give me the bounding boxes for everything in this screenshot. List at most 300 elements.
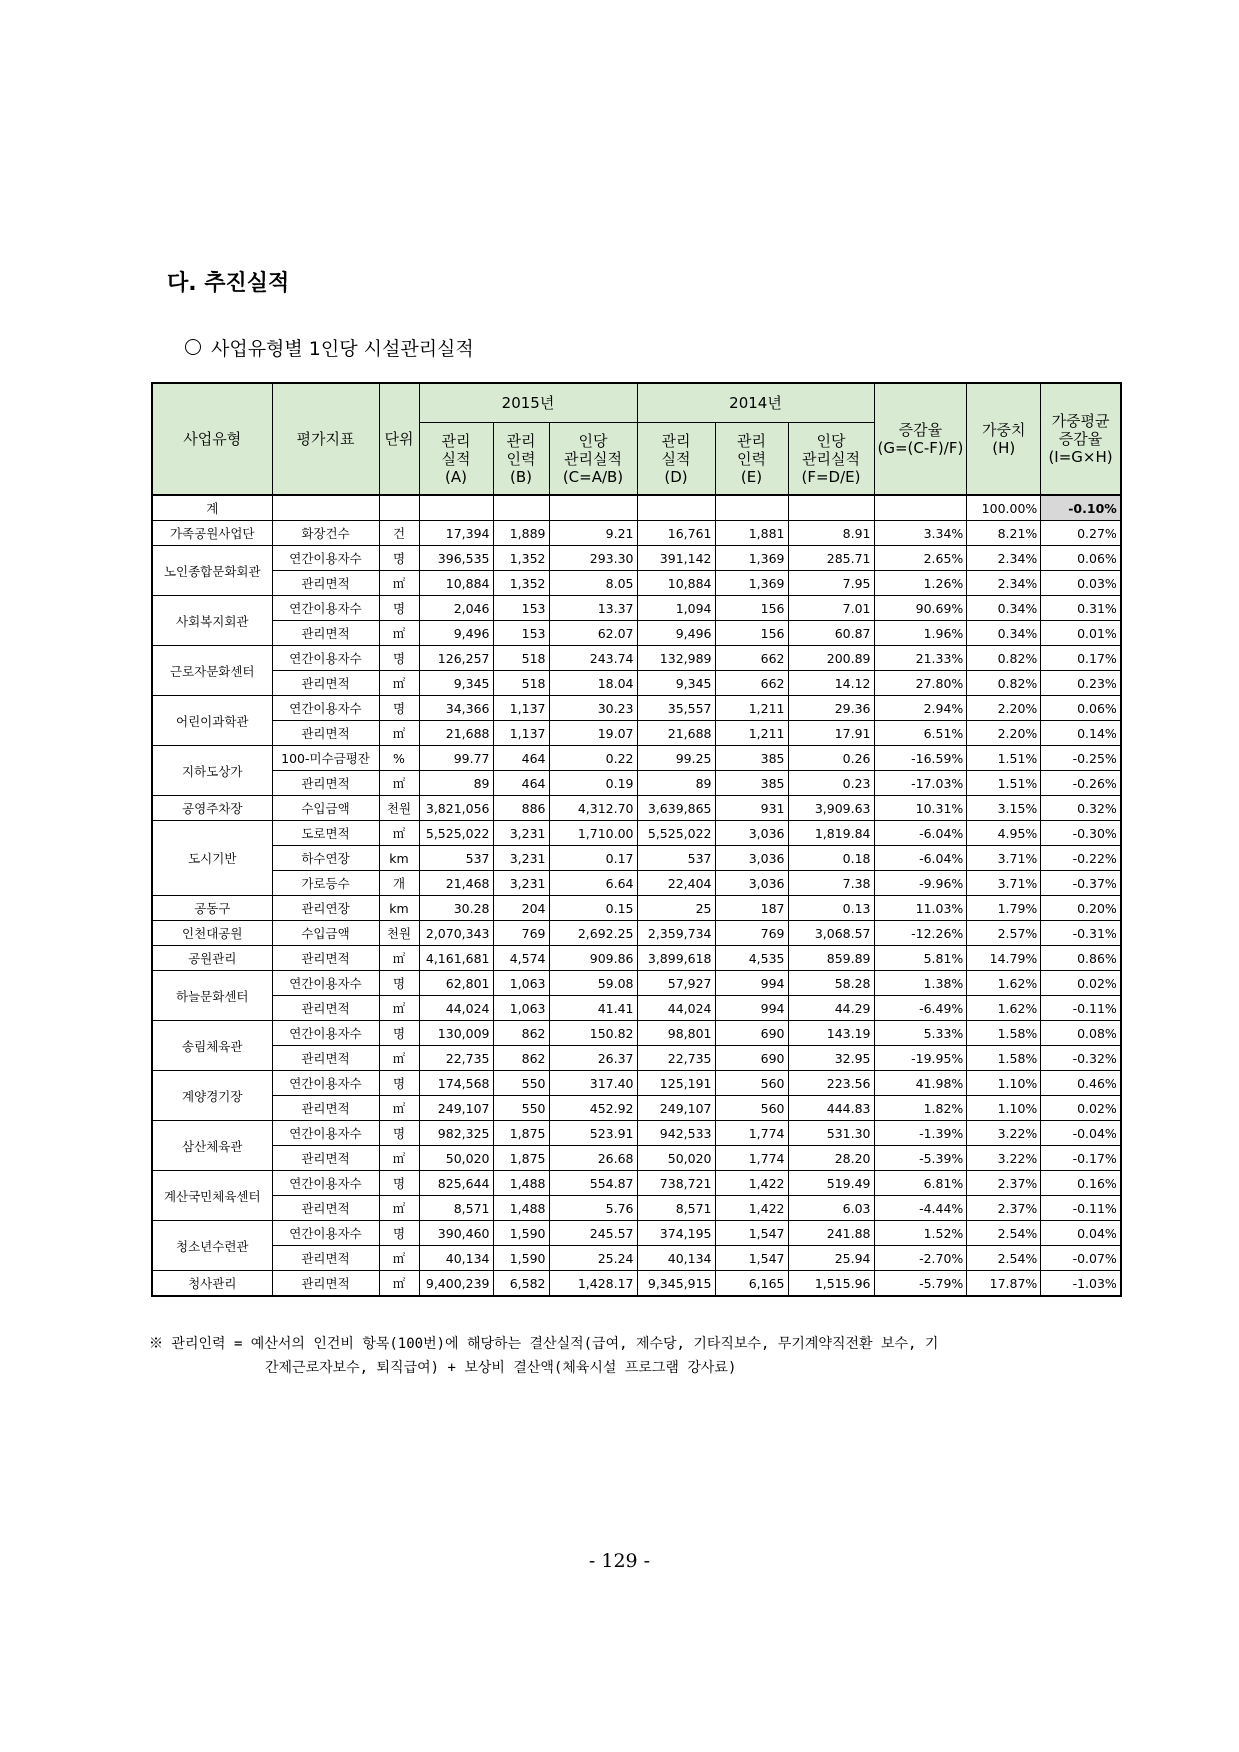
- business-type: 계양경기장: [152, 1071, 272, 1121]
- cell-unit: 명: [379, 546, 419, 571]
- cell-b: 1,875: [493, 1146, 549, 1171]
- cell-g: 90.69%: [874, 596, 967, 621]
- cell-d: 9,496: [637, 621, 715, 646]
- header-e-line: 관리: [737, 431, 766, 450]
- table-row: [152, 1096, 1121, 1121]
- cell-h: 2.37%: [967, 1171, 1041, 1196]
- header-2015: 2015년: [419, 383, 637, 423]
- cell-i: 0.02%: [1041, 971, 1121, 996]
- cell-e: 662: [715, 646, 788, 671]
- cell-d: 25: [637, 896, 715, 921]
- cell-h: 2.20%: [967, 696, 1041, 721]
- business-type: 계산국민체육센터: [152, 1171, 272, 1221]
- cell-unit: ㎡: [379, 821, 419, 846]
- cell-c: 317.40: [549, 1071, 637, 1096]
- header-c-line: (C=A/B): [562, 467, 624, 486]
- cell-a: 5,525,022: [419, 821, 493, 846]
- cell-d: 125,191: [637, 1071, 715, 1096]
- cell-unit: ㎡: [379, 1046, 419, 1071]
- cell-c: 2,692.25: [549, 921, 637, 946]
- cell-d: 3,899,618: [637, 946, 715, 971]
- cell-g: -6.04%: [874, 821, 967, 846]
- cell-d: 89: [637, 771, 715, 796]
- cell-h: 2.54%: [967, 1246, 1041, 1271]
- header-type: 사업유형: [152, 383, 272, 495]
- cell-metric: 관리면적: [272, 1146, 379, 1171]
- cell-metric: 관리면적: [272, 671, 379, 696]
- cell-a: 10,884: [419, 571, 493, 596]
- total-label: 계: [152, 495, 272, 521]
- header-a-line: 관리: [441, 431, 471, 450]
- business-type: 청소년수련관: [152, 1221, 272, 1271]
- cell-metric: 관리면적: [272, 771, 379, 796]
- header-change-rate-line: 증감율: [898, 421, 943, 439]
- cell-f: 3,909.63: [788, 796, 874, 821]
- cell-f: 8.91: [788, 521, 874, 546]
- cell-b: 550: [493, 1071, 549, 1096]
- cell-metric: 관리면적: [272, 571, 379, 596]
- cell-a: 537: [419, 846, 493, 871]
- cell-f: 285.71: [788, 546, 874, 571]
- cell-f: 6.03: [788, 1196, 874, 1221]
- business-type: 근로자문화센터: [152, 646, 272, 696]
- cell-a: 21,688: [419, 721, 493, 746]
- cell-i: 0.03%: [1041, 571, 1121, 596]
- cell-g: 5.33%: [874, 1021, 967, 1046]
- cell-f: 0.26: [788, 746, 874, 771]
- cell-h: 3.22%: [967, 1121, 1041, 1146]
- cell-f: 519.49: [788, 1171, 874, 1196]
- cell-i: -0.07%: [1041, 1246, 1121, 1271]
- cell-e: 1,422: [715, 1171, 788, 1196]
- cell-b: 3,231: [493, 821, 549, 846]
- cell-metric: 연간이용자수: [272, 1221, 379, 1246]
- table-row: [152, 1246, 1121, 1271]
- cell-e: 662: [715, 671, 788, 696]
- business-type: 지하도상가: [152, 746, 272, 796]
- cell-f: 29.36: [788, 696, 874, 721]
- cell-i: 0.31%: [1041, 596, 1121, 621]
- cell-e: 994: [715, 996, 788, 1021]
- table-row: [152, 521, 1121, 546]
- cell-e: 1,369: [715, 546, 788, 571]
- cell-b: 1,352: [493, 546, 549, 571]
- cell-f: 17.91: [788, 721, 874, 746]
- cell-metric: 도로면적: [272, 821, 379, 846]
- cell-i: 0.06%: [1041, 696, 1121, 721]
- cell-unit: ㎡: [379, 671, 419, 696]
- cell-i: 0.32%: [1041, 796, 1121, 821]
- table-row: [152, 696, 1121, 721]
- cell-unit: 명: [379, 646, 419, 671]
- cell-i: -0.31%: [1041, 921, 1121, 946]
- header-c-line: 관리실적: [564, 449, 622, 468]
- cell-b: 464: [493, 746, 549, 771]
- header-weighted-change-line: (I=G×H): [1048, 448, 1113, 466]
- cell-a: 2,046: [419, 596, 493, 621]
- header-b-line: (B): [510, 467, 532, 486]
- cell-i: -0.25%: [1041, 746, 1121, 771]
- cell-g: 2.94%: [874, 696, 967, 721]
- cell-unit: ㎡: [379, 621, 419, 646]
- cell-g: -6.49%: [874, 996, 967, 1021]
- header-d-line: 실적: [661, 449, 691, 468]
- cell-c: 150.82: [549, 1021, 637, 1046]
- cell-e: 690: [715, 1021, 788, 1046]
- cell-g: 2.65%: [874, 546, 967, 571]
- cell-unit: ㎡: [379, 946, 419, 971]
- cell-unit: ㎡: [379, 721, 419, 746]
- cell-g: 10.31%: [874, 796, 967, 821]
- business-type: 하늘문화센터: [152, 971, 272, 1021]
- cell-a: 30.28: [419, 896, 493, 921]
- header-unit: 단위: [379, 383, 419, 495]
- table-row: [152, 721, 1121, 746]
- header-metric: 평가지표: [272, 383, 379, 495]
- cell-b: 1,875: [493, 1121, 549, 1146]
- cell-c: 9.21: [549, 521, 637, 546]
- cell-d: 3,639,865: [637, 796, 715, 821]
- cell-a: 9,345: [419, 671, 493, 696]
- table-row: [152, 1121, 1121, 1146]
- cell-h: 1.62%: [967, 971, 1041, 996]
- cell-b: 204: [493, 896, 549, 921]
- total-row: [152, 495, 1121, 521]
- table-row: [152, 871, 1121, 896]
- cell-e: 1,369: [715, 571, 788, 596]
- cell-c: 4,312.70: [549, 796, 637, 821]
- cell-a: 50,020: [419, 1146, 493, 1171]
- cell-g: -17.03%: [874, 771, 967, 796]
- cell-unit: 명: [379, 1171, 419, 1196]
- cell-a: 3,821,056: [419, 796, 493, 821]
- cell-c: 554.87: [549, 1171, 637, 1196]
- cell-a: 9,496: [419, 621, 493, 646]
- table-row: [152, 746, 1121, 771]
- cell-e: 1,881: [715, 521, 788, 546]
- cell-b: 1,590: [493, 1221, 549, 1246]
- cell-metric: 관리면적: [272, 1096, 379, 1121]
- cell-h: 1.51%: [967, 746, 1041, 771]
- cell-e: 156: [715, 621, 788, 646]
- table-row: [152, 846, 1121, 871]
- cell-unit: %: [379, 746, 419, 771]
- cell-d: 22,404: [637, 871, 715, 896]
- cell-g: 41.98%: [874, 1071, 967, 1096]
- cell-f: 531.30: [788, 1121, 874, 1146]
- table-row: [152, 671, 1121, 696]
- table-row: [152, 1071, 1121, 1096]
- cell-i: 0.08%: [1041, 1021, 1121, 1046]
- cell-b: 1,137: [493, 696, 549, 721]
- cell-h: 0.34%: [967, 596, 1041, 621]
- cell-i: -0.04%: [1041, 1121, 1121, 1146]
- cell-metric: 화장건수: [272, 521, 379, 546]
- cell-e: 1,211: [715, 696, 788, 721]
- cell-metric: 수입금액: [272, 796, 379, 821]
- header-d: [637, 423, 715, 496]
- cell-d: 9,345: [637, 671, 715, 696]
- cell-b: 1,488: [493, 1196, 549, 1221]
- cell-h: 1.62%: [967, 996, 1041, 1021]
- cell-h: 17.87%: [967, 1271, 1041, 1297]
- cell-c: 6.64: [549, 871, 637, 896]
- business-type: 가족공원사업단: [152, 521, 272, 546]
- cell-a: 174,568: [419, 1071, 493, 1096]
- table-row: [152, 771, 1121, 796]
- cell-f: 14.12: [788, 671, 874, 696]
- table-row: [152, 1021, 1121, 1046]
- cell-f: 859.89: [788, 946, 874, 971]
- cell-i: -1.03%: [1041, 1271, 1121, 1297]
- cell-a: 21,468: [419, 871, 493, 896]
- cell-i: -0.11%: [1041, 996, 1121, 1021]
- footnote: [149, 1332, 1079, 1380]
- cell-c: 909.86: [549, 946, 637, 971]
- cell-g: 5.81%: [874, 946, 967, 971]
- cell-c: 26.37: [549, 1046, 637, 1071]
- cell-a: 44,024: [419, 996, 493, 1021]
- cell-b: 550: [493, 1096, 549, 1121]
- cell-metric: 관리면적: [272, 1046, 379, 1071]
- business-type: 공원관리: [152, 946, 272, 971]
- cell-metric: 하수연장: [272, 846, 379, 871]
- cell-a: 390,460: [419, 1221, 493, 1246]
- cell-h: 2.20%: [967, 721, 1041, 746]
- cell-e: 769: [715, 921, 788, 946]
- cell-h: 3.71%: [967, 846, 1041, 871]
- table-row: [152, 971, 1121, 996]
- table-row: [152, 996, 1121, 1021]
- cell-g: 1.38%: [874, 971, 967, 996]
- cell-i: -0.17%: [1041, 1146, 1121, 1171]
- header-weighted-change: [1041, 383, 1121, 495]
- cell-b: 1,352: [493, 571, 549, 596]
- cell-unit: ㎡: [379, 996, 419, 1021]
- cell-d: 374,195: [637, 1221, 715, 1246]
- cell-f: 223.56: [788, 1071, 874, 1096]
- cell-a: 130,009: [419, 1021, 493, 1046]
- cell-unit: ㎡: [379, 1246, 419, 1271]
- subtitle: [185, 334, 474, 361]
- cell-metric: 연간이용자수: [272, 1171, 379, 1196]
- header-weighted-change-line: 가중평균: [1051, 412, 1110, 430]
- cell-b: 3,231: [493, 846, 549, 871]
- cell-c: 245.57: [549, 1221, 637, 1246]
- header-c: [549, 423, 637, 496]
- cell-metric: 관리면적: [272, 1246, 379, 1271]
- subtitle-text: 사업유형별 1인당 시설관리실적: [211, 338, 474, 360]
- cell-b: 1,137: [493, 721, 549, 746]
- cell-g: 1.96%: [874, 621, 967, 646]
- cell-d: 8,571: [637, 1196, 715, 1221]
- cell-d: 132,989: [637, 646, 715, 671]
- cell-e: 187: [715, 896, 788, 921]
- cell-e: 1,774: [715, 1146, 788, 1171]
- business-type: 삼산체육관: [152, 1121, 272, 1171]
- cell-i: -0.37%: [1041, 871, 1121, 896]
- cell-h: 3.22%: [967, 1146, 1041, 1171]
- table-row: [152, 596, 1121, 621]
- table-row: [152, 646, 1121, 671]
- header-d-line: 관리: [661, 431, 691, 450]
- cell-unit: 명: [379, 971, 419, 996]
- cell-d: 1,094: [637, 596, 715, 621]
- cell-c: 0.15: [549, 896, 637, 921]
- header-a-line: (A): [445, 467, 467, 486]
- header-weight-line: 가중치: [982, 421, 1026, 439]
- header-e-line: 인력: [737, 449, 766, 468]
- cell-e: 6,165: [715, 1271, 788, 1297]
- cell-metric: 연간이용자수: [272, 1121, 379, 1146]
- cell-a: 2,070,343: [419, 921, 493, 946]
- cell-d: 738,721: [637, 1171, 715, 1196]
- cell-a: 8,571: [419, 1196, 493, 1221]
- cell-unit: 명: [379, 596, 419, 621]
- cell-d: 16,761: [637, 521, 715, 546]
- cell-g: 6.51%: [874, 721, 967, 746]
- page-number: - 129 -: [588, 1550, 651, 1572]
- cell-d: 98,801: [637, 1021, 715, 1046]
- cell-a: 249,107: [419, 1096, 493, 1121]
- cell-e: 156: [715, 596, 788, 621]
- cell-f: 7.95: [788, 571, 874, 596]
- cell-f: 0.18: [788, 846, 874, 871]
- cell-h: 1.58%: [967, 1021, 1041, 1046]
- cell-h: 2.34%: [967, 571, 1041, 596]
- table-row: [152, 796, 1121, 821]
- cell-a: 40,134: [419, 1246, 493, 1271]
- table-row: [152, 1046, 1121, 1071]
- cell-unit: ㎡: [379, 1196, 419, 1221]
- header-e: [715, 423, 788, 496]
- cell-h: 2.37%: [967, 1196, 1041, 1221]
- cell-g: 6.81%: [874, 1171, 967, 1196]
- cell-c: 0.19: [549, 771, 637, 796]
- total-weighted: -0.10%: [1041, 495, 1121, 521]
- cell-f: 444.83: [788, 1096, 874, 1121]
- cell-unit: 명: [379, 1221, 419, 1246]
- cell-unit: ㎡: [379, 1096, 419, 1121]
- header-f-line: 관리실적: [802, 449, 860, 468]
- cell-h: 1.58%: [967, 1046, 1041, 1071]
- cell-i: 0.20%: [1041, 896, 1121, 921]
- cell-unit: ㎡: [379, 1271, 419, 1297]
- cell-e: 690: [715, 1046, 788, 1071]
- cell-d: 40,134: [637, 1246, 715, 1271]
- cell-e: 560: [715, 1096, 788, 1121]
- cell-d: 391,142: [637, 546, 715, 571]
- cell-a: 34,366: [419, 696, 493, 721]
- table-body: [152, 495, 1121, 1296]
- business-type: 노인종합문화회관: [152, 546, 272, 596]
- header-d-line: (D): [664, 467, 688, 486]
- cell-metric: 연간이용자수: [272, 646, 379, 671]
- cell-h: 1.79%: [967, 896, 1041, 921]
- cell-h: 3.15%: [967, 796, 1041, 821]
- cell-a: 99.77: [419, 746, 493, 771]
- cell-e: 3,036: [715, 846, 788, 871]
- cell-g: -16.59%: [874, 746, 967, 771]
- cell-h: 8.21%: [967, 521, 1041, 546]
- header-b-line: 인력: [506, 449, 536, 468]
- cell-i: 0.23%: [1041, 671, 1121, 696]
- cell-b: 464: [493, 771, 549, 796]
- cell-e: 994: [715, 971, 788, 996]
- cell-a: 62,801: [419, 971, 493, 996]
- cell-e: 3,036: [715, 821, 788, 846]
- cell-g: 1.82%: [874, 1096, 967, 1121]
- cell-d: 21,688: [637, 721, 715, 746]
- table-row: [152, 821, 1121, 846]
- table-row: [152, 1196, 1121, 1221]
- cell-metric: 연간이용자수: [272, 971, 379, 996]
- cell-unit: 건: [379, 521, 419, 546]
- cell-g: -6.04%: [874, 846, 967, 871]
- cell-e: 1,422: [715, 1196, 788, 1221]
- cell-g: -1.39%: [874, 1121, 967, 1146]
- cell-c: 62.07: [549, 621, 637, 646]
- cell-i: 0.46%: [1041, 1071, 1121, 1096]
- header-change-rate-line: (G=(C-F)/F): [877, 439, 964, 457]
- business-type: 사회복지회관: [152, 596, 272, 646]
- business-type: 청사관리: [152, 1271, 272, 1297]
- cell-c: 1,428.17: [549, 1271, 637, 1297]
- cell-f: 3,068.57: [788, 921, 874, 946]
- header-c-line: 인당: [578, 431, 608, 450]
- cell-g: 1.26%: [874, 571, 967, 596]
- cell-h: 0.82%: [967, 671, 1041, 696]
- cell-g: 27.80%: [874, 671, 967, 696]
- cell-d: 249,107: [637, 1096, 715, 1121]
- table-row: [152, 1271, 1121, 1297]
- cell-c: 26.68: [549, 1146, 637, 1171]
- cell-unit: ㎡: [379, 571, 419, 596]
- cell-f: 28.20: [788, 1146, 874, 1171]
- cell-f: 7.01: [788, 596, 874, 621]
- cell-e: 1,211: [715, 721, 788, 746]
- cell-h: 4.95%: [967, 821, 1041, 846]
- cell-f: 1,819.84: [788, 821, 874, 846]
- table-row: [152, 896, 1121, 921]
- cell-a: 9,400,239: [419, 1271, 493, 1297]
- cell-a: 982,325: [419, 1121, 493, 1146]
- cell-metric: 연간이용자수: [272, 1021, 379, 1046]
- cell-g: -5.79%: [874, 1271, 967, 1297]
- cell-a: 89: [419, 771, 493, 796]
- cell-b: 1,590: [493, 1246, 549, 1271]
- header-2014: 2014년: [637, 383, 874, 423]
- header-change-rate: [874, 383, 967, 495]
- cell-f: 32.95: [788, 1046, 874, 1071]
- header-weight-line: (H): [992, 439, 1016, 457]
- cell-c: 5.76: [549, 1196, 637, 1221]
- cell-d: 10,884: [637, 571, 715, 596]
- cell-c: 452.92: [549, 1096, 637, 1121]
- cell-g: 11.03%: [874, 896, 967, 921]
- cell-b: 1,063: [493, 996, 549, 1021]
- cell-c: 41.41: [549, 996, 637, 1021]
- table-row: [152, 1221, 1121, 1246]
- cell-metric: 연간이용자수: [272, 1071, 379, 1096]
- cell-b: 153: [493, 596, 549, 621]
- cell-h: 2.34%: [967, 546, 1041, 571]
- cell-b: 769: [493, 921, 549, 946]
- cell-unit: 개: [379, 871, 419, 896]
- header-b-line: 관리: [506, 431, 536, 450]
- cell-metric: 관리면적: [272, 946, 379, 971]
- cell-c: 1,710.00: [549, 821, 637, 846]
